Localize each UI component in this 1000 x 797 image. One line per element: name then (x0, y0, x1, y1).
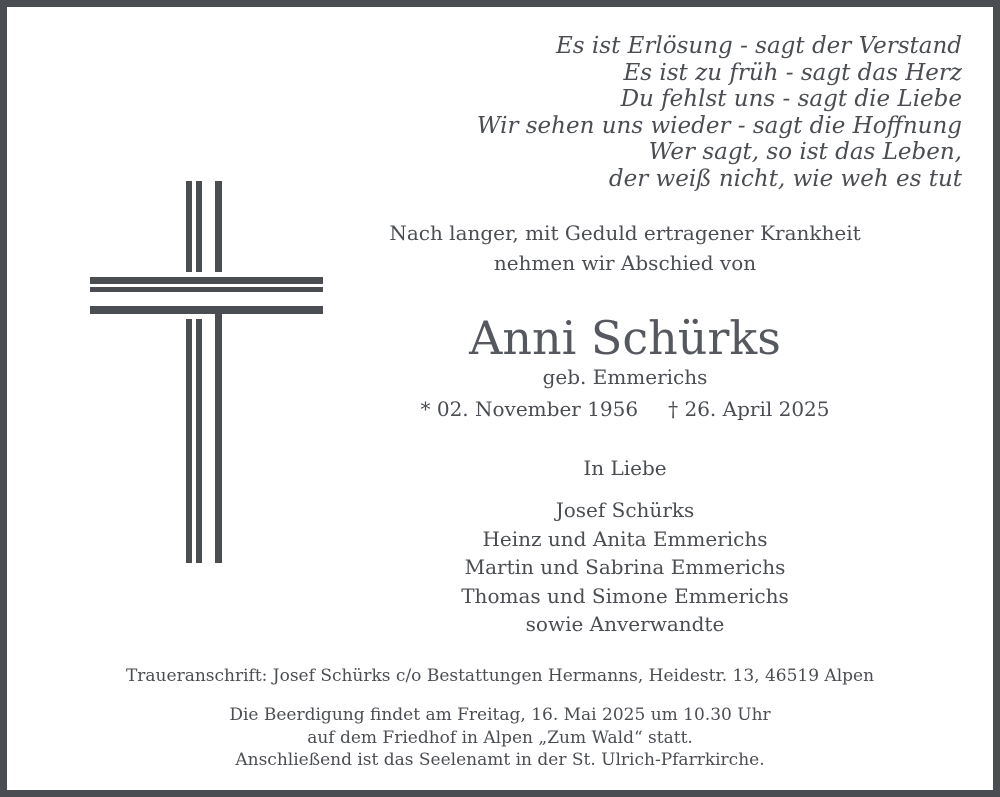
poem-line: der weiß nicht, wie weh es tut (608, 165, 962, 192)
funeral-info (0, 704, 1000, 772)
poem-line: Es ist zu früh - sagt das Herz (623, 59, 962, 86)
poem-line: Du fehlst uns - sagt die Liebe (620, 86, 962, 112)
birth-date: * 02. November 1956 (420, 397, 639, 421)
funeral-line: Die Beerdigung findet am Freitag, 16. Mai 2025 um 10.30 Uhr (229, 705, 771, 725)
family-member: Martin und Sabrina Emmerichs (464, 555, 786, 579)
poem (477, 33, 962, 192)
deceased-name: Anni Schürks (469, 311, 781, 365)
family-list (250, 496, 1000, 639)
funeral-line: Anschließend ist das Seelenamt in der St. Ulrich-Pfarrkirche. (235, 750, 765, 770)
mourning-address: Traueranschrift: Josef Schürks c/o Bestattungen Hermanns, Heidestr. 13, 46519 Alpen (125, 666, 875, 686)
intro-text (250, 218, 1000, 278)
funeral-line: auf dem Friedhof in Alpen „Zum Wald“ statt. (307, 727, 693, 748)
intro-line: Nach langer, mit Geduld ertragener Krankheit (389, 221, 861, 245)
family-member: sowie Anverwandte (525, 612, 725, 636)
birth-name: geb. Emmerichs (542, 365, 708, 389)
death-date: † 26. April 2025 (668, 397, 830, 421)
in-love-heading: In Liebe (583, 456, 667, 480)
family-member: Thomas und Simone Emmerichs (461, 583, 789, 608)
intro-line: nehmen wir Abschied von (493, 251, 757, 275)
poem-line: Wir sehen uns wieder - sagt die Hoffnung (476, 112, 962, 139)
poem-line: Es ist Erlösung - sagt der Verstand (556, 33, 962, 59)
family-member: Josef Schürks (555, 498, 695, 522)
poem-line: Wer sagt, so ist das Leben, (648, 139, 962, 165)
family-member: Heinz und Anita Emmerichs (482, 526, 768, 551)
life-dates (250, 395, 1000, 423)
